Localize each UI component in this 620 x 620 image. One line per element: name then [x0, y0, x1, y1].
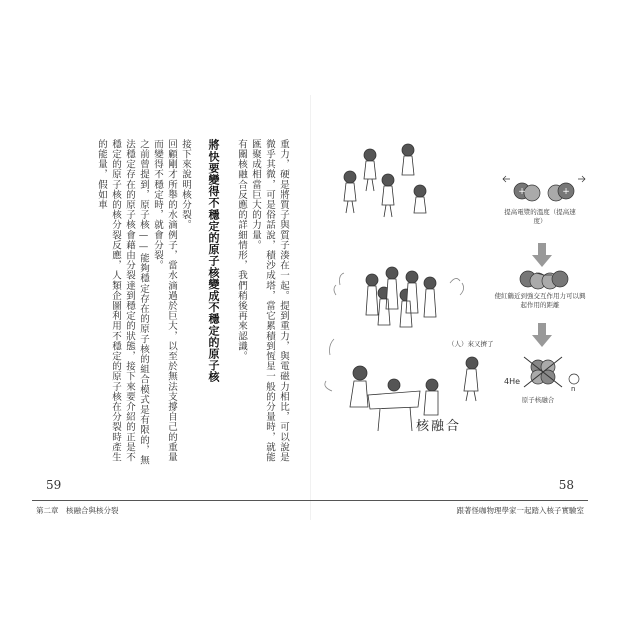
helium-label: 4He	[504, 377, 521, 386]
caption-raise-temperature: 提高電漿的溫度（提高速度）	[504, 208, 576, 225]
caption-strong-force: 使紅鶴近到強交互作用力可以興起作用的距離	[494, 292, 586, 309]
left-page	[32, 95, 310, 520]
running-footer: 第二章 核融合與核分裂	[36, 506, 119, 515]
paragraph: 之前曾提到，原子核——能夠穩定存在的原子核的組合模式是有限的，無法穩定存在的原子核會藉由分裂達到穩定的狀態，接下來要介紹的正是不穩定的原子核的核分裂反應，人類企圖利用不穩定的原子核在分裂時產生的能量，假如車	[96, 139, 149, 466]
children-cluster-illustration	[334, 267, 464, 327]
paragraph: 有關核融合反應的詳細情形，我們稍後再來認識。	[236, 139, 247, 362]
svg-text:+: +	[518, 187, 526, 197]
paragraph: 回顧剛才所舉的水滴例子，當水滴過於巨大，以至於無法支撐自己的重量而變得不穩定時，就會分裂。	[152, 139, 177, 463]
speech-bubble: （人）來又擠了	[448, 340, 494, 348]
footer-rule	[32, 500, 310, 501]
footer-rule	[310, 500, 588, 501]
neutron-label: n	[571, 385, 576, 393]
running-footer: 跟著怪咖物理學家一起踏入核子實驗室	[456, 506, 584, 515]
section-heading: 將快要變得不穩定的原子核變成不穩定的原子核	[207, 139, 220, 383]
vertical-body-text	[94, 139, 290, 469]
fused-nucleus-diagram	[524, 357, 579, 387]
nuclei-approach-diagram	[503, 176, 585, 201]
page-number: 59	[46, 478, 62, 492]
nuclei-close-diagram	[520, 271, 568, 289]
paragraph: 接下來說明核分裂。	[180, 139, 191, 230]
svg-text:+: +	[562, 187, 570, 197]
children-group-illustration	[344, 144, 426, 217]
caption-nuclear-fusion: 原子核融合	[521, 396, 555, 404]
handwritten-title: 核融合	[416, 419, 462, 434]
book-spread	[32, 95, 588, 520]
page-number: 58	[558, 478, 574, 492]
paragraph: 重力，硬是將質子與質子湊在一起。提到重力，與電磁力相比，可以說是微乎其微，可是俗話說，積沙成塔，當它累積到恆星一般的分量時，就能匯聚成相當巨大的力量。	[250, 139, 289, 463]
right-page	[310, 95, 588, 520]
